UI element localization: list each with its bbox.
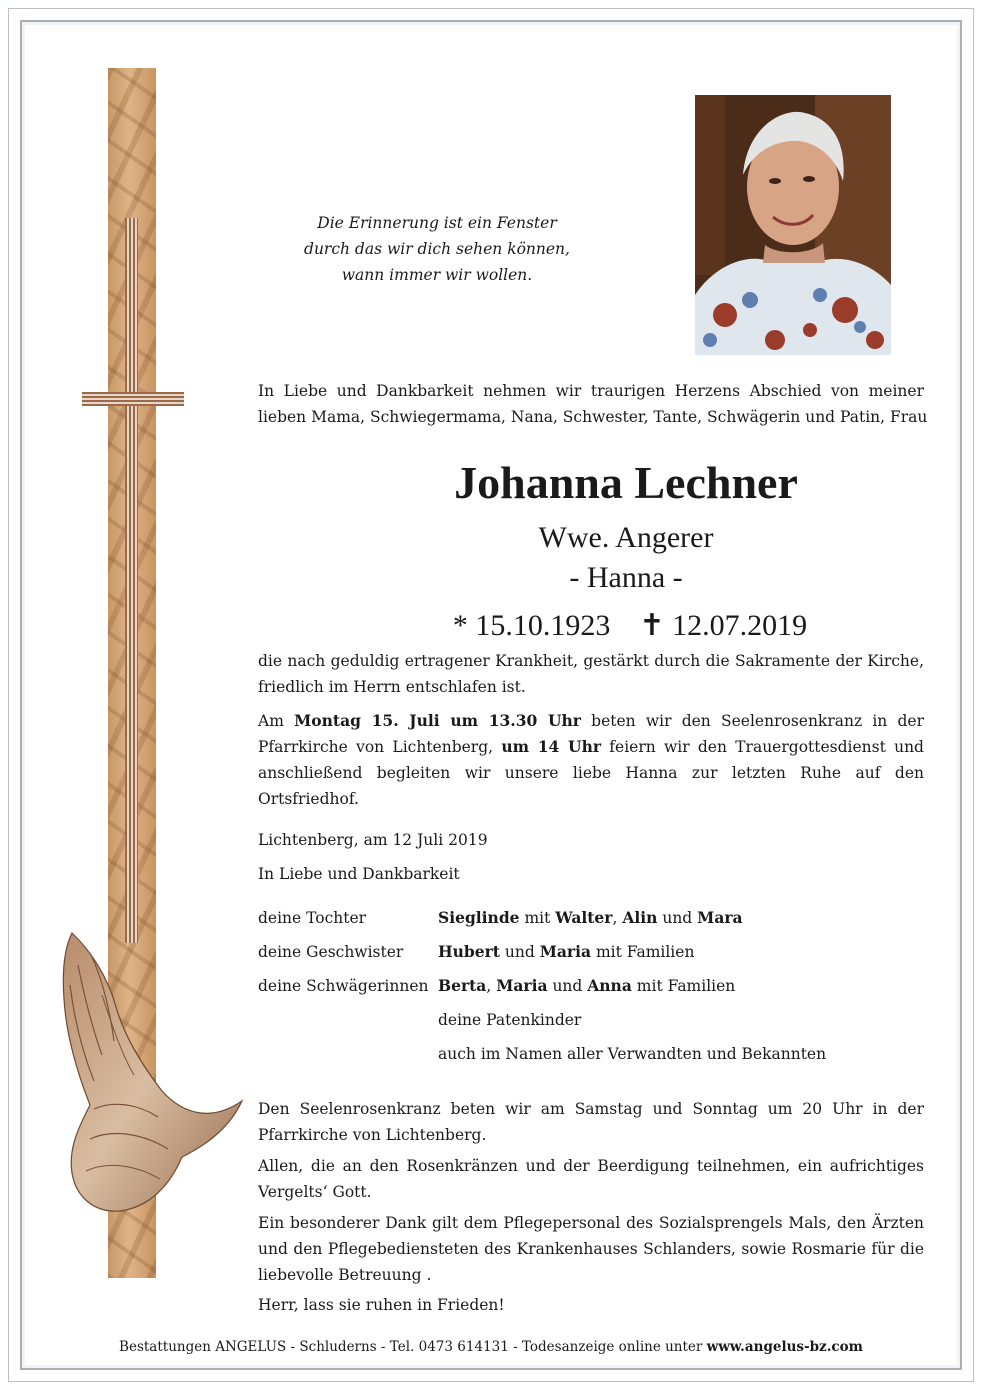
thanks-caregivers: Ein besonderer Dank gilt dem Pflegepersonal des Sozialsprengels Mals, den Ärzten und den Pflegebediensteten des Krankenhauses Schlanders, sowie Rosmarie für die liebevolle Betreuung . xyxy=(258,1214,924,1284)
passing-line: friedlich im Herrn entschlafen ist. xyxy=(258,678,526,696)
intro-line: lieben Mama, Schwiegermama, Nana, Schwester, Tante, Schwägerin und Patin, Frau xyxy=(258,408,928,426)
mourner-names: Berta, Maria und Anna mit Familien xyxy=(438,976,736,995)
birth-star-icon: * xyxy=(452,609,468,642)
footer-website-link[interactable]: www.angelus-bz.com xyxy=(706,1339,863,1355)
nickname: - Hanna - xyxy=(569,561,683,594)
cross-inlay xyxy=(125,218,138,943)
service-line: Pfarrkirche von Lichtenberg, um 14 Uhr feiern wir den Trauergottesdienst und xyxy=(258,737,924,756)
service-details xyxy=(258,708,924,812)
cross-crossbar xyxy=(82,392,184,406)
quote-line: Die Erinnerung ist ein Fenster xyxy=(317,214,557,232)
rosary-info: Den Seelenrosenkranz beten wir am Samstag und Sonntag um 20 Uhr in der Pfarrkirche von Lichtenberg. xyxy=(258,1100,924,1144)
memorial-quote xyxy=(292,210,582,288)
closing-prayer: Herr, lass sie ruhen in Frieden! xyxy=(258,1296,505,1314)
thanks-attendees: Allen, die an den Rosenkränzen und der Beerdigung teilnehmen, ein aufrichtiges Vergelts‘ Gott. xyxy=(258,1157,924,1201)
place-date: Lichtenberg, am 12 Juli 2019 xyxy=(258,831,488,849)
mourner-relation: deine Tochter xyxy=(258,909,367,927)
quote-line: wann immer wir wollen. xyxy=(341,266,533,284)
mourner-names: Sieglinde mit Walter, Alin und Mara xyxy=(438,908,743,927)
deceased-name: Johanna Lechner xyxy=(454,457,798,508)
death-cross-icon: ✝ xyxy=(639,609,665,642)
life-dates xyxy=(340,606,920,646)
service-line: anschließend begleiten wir unsere liebe Hanna zur letzten Ruhe auf den xyxy=(258,764,924,782)
service-line: Am Montag 15. Juli um 13.30 Uhr beten wir den Seelenrosenkranz in der xyxy=(258,711,925,730)
death-date: 12.07.2019 xyxy=(672,609,808,642)
praying-hands-image xyxy=(50,925,250,1215)
passing-text xyxy=(258,648,924,700)
service-line: Ortsfriedhof. xyxy=(258,790,359,808)
portrait-photo xyxy=(695,95,891,355)
mourner-names: Hubert und Maria mit Familien xyxy=(438,942,695,961)
widow-name: Wwe. Angerer xyxy=(538,521,714,554)
quote-line: durch das wir dich sehen können, xyxy=(304,240,570,258)
footer-text: Bestattungen ANGELUS - Schluderns - Tel. 0473 614131 - Todesanzeige online unter xyxy=(119,1339,707,1355)
passing-line: die nach geduldig ertragener Krankheit, gestärkt durch die Sakramente der Kirche, xyxy=(258,652,924,670)
intro-text xyxy=(258,378,928,430)
mourner-relation: deine Schwägerinnen xyxy=(258,977,429,995)
birth-date: 15.10.1923 xyxy=(475,609,611,642)
intro-line: In Liebe und Dankbarkeit nehmen wir traurigen Herzens Abschied von meiner xyxy=(258,382,924,400)
mourner-relation: deine Geschwister xyxy=(258,943,404,961)
footer xyxy=(30,1336,952,1358)
closing-greeting: In Liebe und Dankbarkeit xyxy=(258,865,460,883)
